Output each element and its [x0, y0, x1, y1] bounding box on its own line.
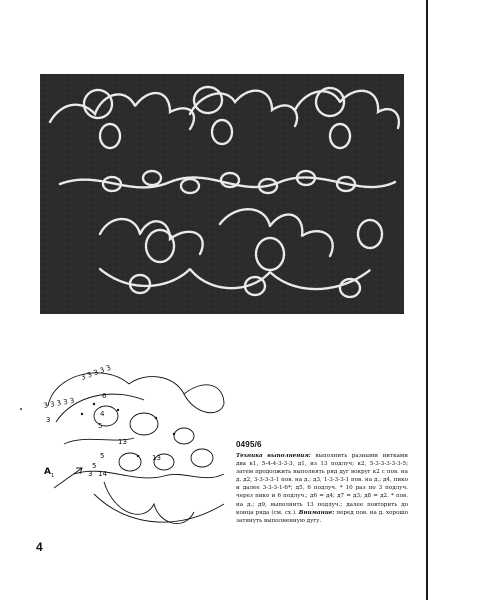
scan-speck	[20, 408, 22, 410]
tatting-diagram	[34, 364, 234, 544]
diagram-num-13b: 13	[152, 454, 161, 462]
diagram-num-3b: 3	[88, 470, 93, 478]
note-body: перед пов. на д. хорошо затянуть выполненную дугу.	[236, 509, 409, 524]
page-edge	[426, 0, 428, 600]
technique-body: выполнить разными нитками два к1, 5-4-4-3-3-3, д1, из 13 подлуч; к2, 5-3-3-3-3-3-5; затем продолжить выполнять ряд дуг вокруг к2 с пов. на д. д2, 3-3-3-3-1 пов. на д.; д3, 1-3-3-3-1 пов. на д.; д4, пико и далее 3-3-3-1-6*; д5, 6 подлуч. * 10 раз по 3 подлуч. через пико и 6 подлуч.; д6 = д4; д7 = д3; д8 = д2. * пов. на д.; д9, выполнить 13 подлуч.; далее повторить до конца ряда (см. сх.).	[236, 453, 408, 516]
diagram-row-top: 3 3 3 3 3	[79, 364, 112, 382]
technique-description	[236, 452, 408, 525]
diagram-num-14: 14	[98, 470, 107, 478]
diagram-num-5b: 5	[100, 452, 105, 460]
pattern-code: 0495/6	[236, 440, 262, 449]
lace-photo	[40, 74, 404, 314]
diagram-num-5c: 5	[92, 462, 97, 470]
diagram-start-label: A	[44, 467, 51, 477]
diagram-num-5a: 5	[98, 422, 103, 430]
diagram-num-6: 6	[102, 392, 107, 400]
page-number: 4	[36, 540, 43, 554]
diagram-num-3: 3	[46, 416, 51, 424]
note-heading: Внимание:	[298, 509, 335, 516]
diagram-row-mid: 3 3 3 3 3	[42, 396, 76, 410]
diagram-num-13a: 13	[118, 438, 127, 446]
diagram-num-4: 4	[100, 410, 105, 418]
diagram-start-sub: 1	[51, 473, 55, 479]
technique-heading: Техника выполнения:	[236, 453, 311, 459]
